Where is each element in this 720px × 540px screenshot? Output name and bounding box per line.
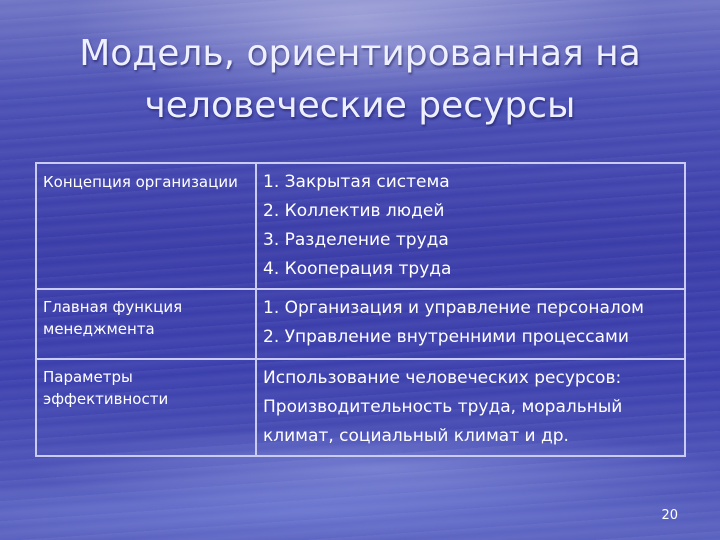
list-item: 4. Кооперация труда: [263, 259, 452, 279]
comparison-table: [35, 162, 686, 457]
slide-title-line-1: Модель, ориентированная на: [79, 33, 641, 74]
row-label-organization-concept: Концепция организации: [36, 163, 256, 289]
list-item: Производительность труда, моральный климат, социальный климат и др.: [263, 397, 623, 446]
row-values-management-function: [256, 289, 685, 359]
table-row: [36, 359, 685, 456]
list-item: 3. Разделение труда: [263, 230, 449, 250]
table-row: [36, 163, 685, 289]
list-item: 1. Организация и управление персоналом: [263, 298, 644, 318]
slide-title: [0, 28, 720, 132]
row-label-management-function: Главная функция менеджмента: [36, 289, 256, 359]
list-item: 2. Коллектив людей: [263, 201, 445, 221]
list-item: Использование человеческих ресурсов:: [263, 368, 622, 388]
row-label-efficiency-parameters: Параметры эффективности: [36, 359, 256, 456]
slide-title-line-2: человеческие ресурсы: [144, 85, 576, 126]
list-item: 2. Управление внутренними процессами: [263, 327, 629, 347]
row-values-organization-concept: [256, 163, 685, 289]
row-values-efficiency-parameters: [256, 359, 685, 456]
table-row: [36, 289, 685, 359]
page-number: 20: [661, 508, 678, 523]
list-item: 1. Закрытая система: [263, 172, 450, 192]
